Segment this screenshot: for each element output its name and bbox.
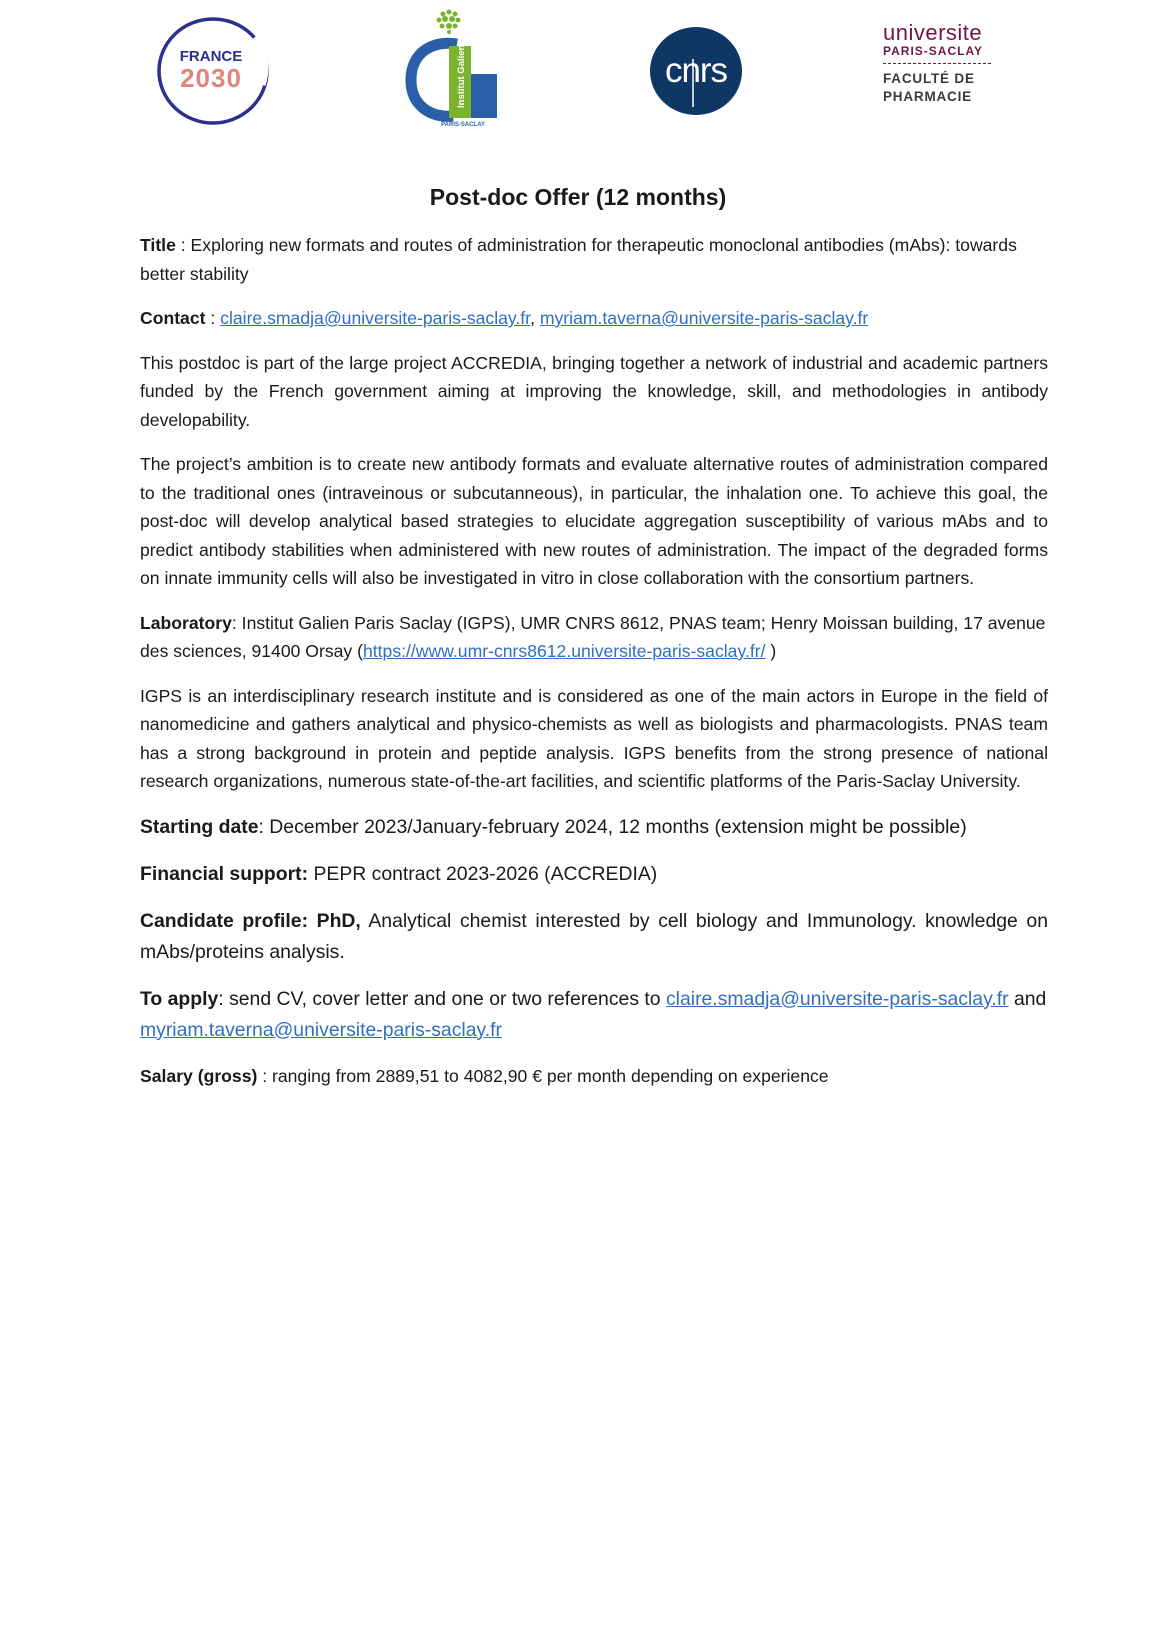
institut-galien-logo: [405, 8, 513, 128]
univ-divider: [883, 63, 991, 64]
laboratory-url-link[interactable]: https://www.umr-cnrs8612.universite-paris-saclay.fr/: [362, 641, 766, 661]
starting-date-label: Starting date: [140, 815, 259, 838]
galien-side-text: Institut Galien: [456, 44, 467, 108]
apply-label: To apply: [140, 987, 219, 1010]
france-2030-logo: [155, 15, 275, 127]
laboratory-paragraph: [140, 609, 1048, 666]
france-text: FRANCE: [179, 48, 243, 65]
univ-sub: PARIS-SACLAY: [883, 44, 984, 58]
igps-paragraph: IGPS is an interdisciplinary research institute and is considered as one of the main actors in Europe in the field of nanomedicine and gathers analytical and physico-chemists as well as biologists and pharmacologists. PNAS team has a strong background in protein and peptide analysis. IGPS benefits from the strong presence of national research organizations, numerous state-of-the-art facilities, and scientific platforms of the Paris-Saclay University.: [140, 685, 1048, 791]
contact-comma: ,: [530, 308, 540, 328]
faculty-line-1: FACULTÉ DE: [883, 71, 975, 86]
2030-text: 2030: [180, 63, 242, 93]
candidate-profile-label: Candidate profile: PhD,: [140, 909, 361, 932]
apply-email-link-2[interactable]: myriam.taverna@universite-paris-saclay.fr: [140, 1018, 502, 1041]
financial-support-label: Financial support:: [140, 862, 309, 885]
starting-date-text: : December 2023/January-february 2024, 12 months (extension might be possible): [258, 815, 967, 838]
galien-bottom-text: PARIS-SACLAY: [440, 122, 486, 128]
intro-paragraph: This postdoc is part of the large project ACCREDIA, bringing together a network of industrial and academic partners funded by the French government aiming at improving the knowledge, skill, and methodologies in antibody developability.: [140, 352, 1048, 430]
contact-paragraph: [140, 304, 1048, 333]
salary-text: : ranging from 2889,51 to 4082,90 € per month depending on experience: [257, 1065, 829, 1086]
salary-paragraph: [140, 1062, 1048, 1091]
ambition-paragraph: The project’s ambition is to create new antibody formats and evaluate alternative routes of administration compared to the traditional ones (intraveinous or subcutanneous), in particular, the inhalation one. To achieve this goal, the post-doc will develop analytical based strategies to elucidate aggregation susceptibility of various mAbs and to predict antibody stabilities when administered with new routes of administration. The impact of the degraded forms on innate immunity cells will also be investigated in vitro in close collaboration with the consortium partners.: [140, 454, 1048, 588]
cnrs-text: cnrs: [664, 51, 728, 90]
apply-and: and: [1008, 987, 1047, 1010]
candidate-profile-text: Analytical chemist interested by cell biology and Immunology. knowledge on mAbs/proteins analysis.: [140, 909, 1048, 963]
apply-paragraph: [140, 984, 1048, 1046]
laboratory-label: Laboratory: [140, 612, 232, 633]
logo-bar: [0, 0, 1170, 150]
title-paragraph: [140, 231, 1048, 288]
cnrs-logo: [648, 25, 744, 117]
univ-name: universite: [883, 20, 983, 45]
apply-email-link-1[interactable]: claire.smadja@universite-paris-saclay.fr: [665, 987, 1009, 1010]
laboratory-close: ): [765, 641, 777, 661]
candidate-profile-paragraph: [140, 906, 1048, 968]
page-title: Post-doc Offer (12 months): [429, 184, 727, 210]
contact-email-link-2[interactable]: myriam.taverna@universite-paris-saclay.fr: [539, 308, 869, 328]
title-sep: :: [175, 235, 191, 255]
salary-label: Salary (gross): [140, 1065, 258, 1086]
financial-support-paragraph: [140, 859, 1048, 890]
apply-text: : send CV, cover letter and one or two references to: [218, 987, 666, 1010]
contact-sep: :: [205, 308, 221, 328]
offer-document: [140, 182, 1048, 1106]
contact-email-link-1[interactable]: claire.smadja@universite-paris-saclay.fr: [220, 308, 531, 328]
financial-support-text: PEPR contract 2023-2026 (ACCREDIA): [308, 862, 658, 885]
universite-paris-saclay-logo: [883, 22, 1013, 122]
laboratory-text: : Institut Galien Paris Saclay (IGPS), UMR CNRS 8612, PNAS team; Henry Moissan building, 17 avenue des sciences, 91400 Orsay (: [140, 612, 1046, 661]
title-text: Exploring new formats and routes of administration for therapeutic monoclonal antibodies (mAbs): towards better stability: [140, 235, 1017, 284]
starting-date-paragraph: [140, 812, 1048, 843]
title-label: Title: [140, 235, 176, 255]
faculty-line-2: PHARMACIE: [883, 89, 972, 104]
contact-label: Contact: [140, 308, 206, 328]
